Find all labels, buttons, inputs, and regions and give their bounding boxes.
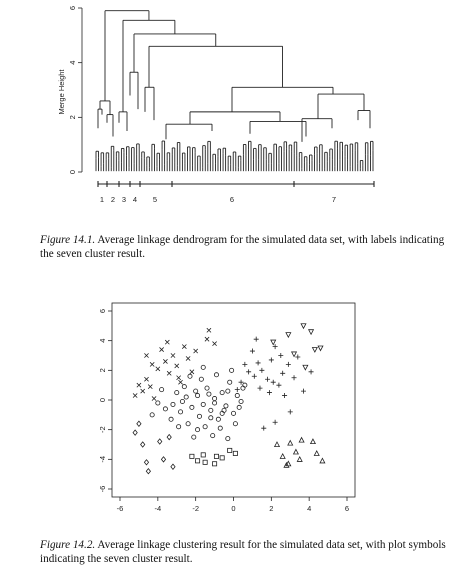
plus-point	[282, 393, 287, 398]
cross-point	[190, 370, 194, 374]
circle-point	[182, 385, 186, 389]
circle-point	[163, 407, 167, 411]
plus-point	[278, 353, 283, 358]
circle-point	[150, 413, 154, 417]
circle-point	[230, 368, 234, 372]
diamond-point	[146, 469, 150, 474]
triangle-up-point	[311, 439, 316, 444]
circle-point	[216, 417, 220, 421]
square-point	[190, 454, 194, 458]
x-tick-label: -2	[192, 504, 200, 513]
circle-point	[207, 392, 211, 396]
triangle-down-point	[312, 347, 317, 352]
scatter-plot-frame	[112, 303, 355, 497]
circle-point	[228, 380, 232, 384]
circle-point	[175, 390, 179, 394]
cluster-label: 2	[110, 195, 116, 204]
circle-point	[194, 389, 198, 393]
cross-point	[160, 347, 164, 351]
triangle-down-point	[271, 340, 276, 345]
plus-point	[286, 362, 291, 367]
figure-14-2-label: Figure 14.2.	[40, 539, 96, 551]
circle-point	[224, 404, 228, 408]
plus-point	[295, 354, 300, 359]
y-tick-label: 0	[68, 169, 77, 175]
triangle-up-point	[320, 458, 325, 463]
plus-point	[273, 420, 278, 425]
circle-point	[220, 390, 224, 394]
circle-point	[235, 393, 239, 397]
triangle-down-point	[301, 324, 306, 329]
x-tick-label: 4	[307, 504, 312, 513]
y-tick-label: 4	[68, 60, 77, 65]
triangle-down-point	[286, 333, 291, 338]
square-point	[220, 456, 224, 460]
cross-point	[141, 389, 145, 393]
plus-point	[252, 374, 257, 379]
plus-point	[242, 362, 247, 367]
cluster-label: 1	[99, 195, 105, 204]
circle-point	[201, 402, 205, 406]
diamond-point	[141, 442, 145, 447]
cluster-label: 6	[229, 195, 235, 204]
plus-point	[292, 375, 297, 380]
plus-point	[301, 389, 306, 394]
y-tick-label: 2	[98, 368, 107, 373]
x-tick-label: 0	[231, 504, 236, 513]
plus-point	[250, 349, 255, 354]
square-point	[214, 454, 218, 458]
triangle-up-point	[294, 449, 299, 454]
diamond-point	[161, 457, 165, 462]
cross-point	[178, 380, 182, 384]
cross-point	[171, 353, 175, 357]
y-tick-label: -2	[98, 426, 107, 434]
cross-point	[165, 340, 169, 344]
circle-point	[177, 425, 181, 429]
circle-point	[218, 426, 222, 430]
scatter-points	[133, 324, 325, 474]
triangle-down-point	[292, 352, 297, 357]
diamond-point	[133, 430, 137, 435]
cross-point	[205, 337, 209, 341]
cross-point	[148, 385, 152, 389]
y-tick-label: 0	[98, 397, 107, 403]
plus-point	[256, 360, 261, 365]
plus-point	[309, 369, 314, 374]
circle-point	[226, 389, 230, 393]
circle-point	[169, 417, 173, 421]
plus-point	[261, 426, 266, 431]
circle-point	[203, 425, 207, 429]
cross-point	[137, 383, 141, 387]
plus-point	[254, 337, 259, 342]
y-tick-label: 2	[68, 115, 77, 120]
circle-point	[192, 435, 196, 439]
circle-point	[209, 408, 213, 412]
cross-point	[133, 393, 137, 397]
square-point	[233, 451, 237, 455]
figure-14-2-caption	[40, 538, 452, 566]
circle-point	[195, 393, 199, 397]
cross-point	[150, 362, 154, 366]
circle-point	[190, 405, 194, 409]
circle-point	[212, 396, 216, 400]
circle-point	[205, 386, 209, 390]
diamond-point	[137, 421, 141, 426]
circle-point	[239, 399, 243, 403]
cluster-label: 5	[152, 195, 158, 204]
cross-point	[144, 377, 148, 381]
circle-point	[231, 411, 235, 415]
circle-point	[197, 414, 201, 418]
triangle-up-point	[280, 454, 285, 459]
square-point	[212, 462, 216, 466]
circle-point	[211, 434, 215, 438]
circle-point	[212, 401, 216, 405]
triangle-up-point	[275, 442, 280, 447]
diamond-point	[171, 464, 175, 469]
figure-14-1-label: Figure 14.1.	[40, 234, 96, 246]
plus-point	[259, 368, 264, 373]
circle-point	[186, 422, 190, 426]
y-tick-label: 4	[98, 338, 107, 343]
cluster-label: 7	[331, 195, 337, 204]
plus-point	[257, 386, 262, 391]
circle-point	[201, 365, 205, 369]
x-tick-label: -6	[116, 504, 124, 513]
triangle-up-point	[314, 451, 319, 456]
cross-point	[207, 328, 211, 332]
triangle-up-point	[297, 457, 302, 462]
circle-point	[233, 422, 237, 426]
circle-point	[195, 428, 199, 432]
x-tick-label: 6	[344, 504, 350, 513]
cross-point	[144, 353, 148, 357]
square-point	[203, 460, 207, 464]
figure-14-1-text: Average linkage dendrogram for the simulated data set, with labels indicating the seven cluster result.	[40, 234, 445, 260]
dendrogram-y-axis-label: Merge Height	[57, 69, 66, 115]
cross-point	[156, 367, 160, 371]
scatter-axes	[98, 309, 349, 513]
triangle-down-point	[303, 365, 308, 370]
y-tick-label: -6	[98, 485, 107, 493]
circle-point	[188, 374, 192, 378]
cross-point	[212, 342, 216, 346]
circle-point	[180, 399, 184, 403]
circle-point	[156, 401, 160, 405]
circle-point	[199, 377, 203, 381]
figure-14-2-text: Average linkage clustering result for the simulated data set, with plot symbols indicating the seven cluster result.	[40, 539, 446, 565]
circle-point	[214, 373, 218, 377]
triangle-up-point	[299, 438, 304, 443]
circle-point	[178, 410, 182, 414]
x-tick-label: -4	[154, 504, 162, 513]
square-point	[228, 448, 232, 452]
cross-point	[177, 376, 181, 380]
cross-point	[152, 396, 156, 400]
plus-point	[246, 369, 251, 374]
circle-point	[237, 405, 241, 409]
x-tick-label: 2	[269, 504, 274, 513]
triangle-up-point	[288, 441, 293, 446]
cross-point	[182, 345, 186, 349]
cluster-label: 4	[132, 195, 138, 204]
cross-point	[167, 371, 171, 375]
cross-point	[175, 364, 179, 368]
plus-point	[235, 387, 240, 392]
diamond-point	[144, 460, 148, 465]
y-tick-label: 6	[98, 308, 107, 314]
circle-point	[184, 395, 188, 399]
plus-point	[265, 377, 270, 382]
circle-point	[160, 388, 164, 392]
cross-point	[194, 349, 198, 353]
plus-point	[267, 390, 272, 395]
circle-point	[209, 416, 213, 420]
plus-point	[269, 357, 274, 362]
cluster-label: 3	[121, 195, 127, 204]
plus-point	[276, 383, 281, 388]
diamond-point	[158, 439, 162, 444]
plus-point	[288, 409, 293, 414]
y-tick-label: 6	[68, 5, 77, 11]
triangle-down-point	[318, 346, 323, 351]
cross-point	[163, 359, 167, 363]
y-tick-label: -4	[98, 455, 107, 463]
triangle-down-point	[309, 330, 314, 335]
square-point	[195, 459, 199, 463]
plus-point	[271, 380, 276, 385]
circle-point	[226, 436, 230, 440]
diamond-point	[167, 434, 171, 439]
cross-point	[186, 356, 190, 360]
square-point	[201, 453, 205, 457]
plus-point	[280, 371, 285, 376]
circle-point	[171, 402, 175, 406]
